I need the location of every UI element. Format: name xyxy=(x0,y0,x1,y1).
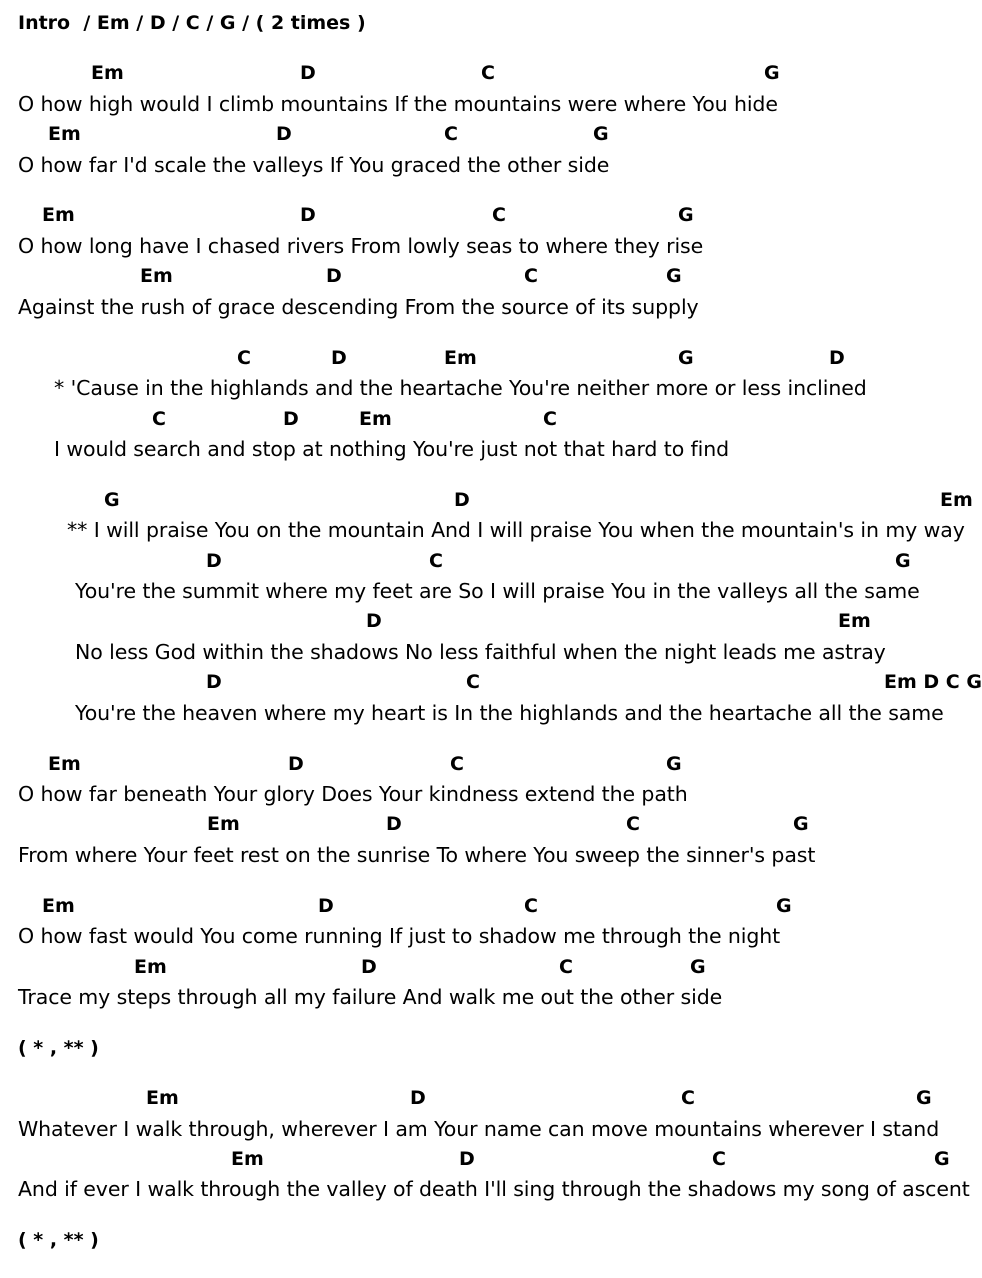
chord: D xyxy=(300,62,316,84)
chord: D xyxy=(410,1087,426,1109)
lyric-line: And if ever I walk through the valley of death I'll sing through the shadows my song of ascent xyxy=(18,1177,970,1201)
chord: C xyxy=(444,123,458,145)
chord: G xyxy=(776,895,792,917)
chord: D xyxy=(366,610,382,632)
chord: G xyxy=(678,204,694,226)
chord: C xyxy=(450,753,464,775)
lyric-line: Whatever I walk through, wherever I am Your name can move mountains wherever I stand xyxy=(18,1117,940,1141)
chord: G xyxy=(793,813,809,835)
lyric-line: ** I will praise You on the mountain And I will praise You when the mountain's in my way xyxy=(67,518,965,542)
chord: D xyxy=(454,489,470,511)
lyric-line: I would search and stop at nothing You're just not that hard to find xyxy=(54,437,730,461)
chord: D xyxy=(318,895,334,917)
chord: D xyxy=(283,408,299,430)
chord: G xyxy=(593,123,609,145)
chord: Em xyxy=(838,610,871,632)
chord: Em xyxy=(231,1148,264,1170)
chord: D xyxy=(361,956,377,978)
chord: Em xyxy=(207,813,240,835)
chord: D xyxy=(331,347,347,369)
chord: C xyxy=(712,1148,726,1170)
chord: Em xyxy=(48,753,81,775)
chord: C xyxy=(237,347,251,369)
intro-line: Intro / Em / D / C / G / ( 2 times ) xyxy=(18,12,366,34)
chord: D xyxy=(300,204,316,226)
chord: D xyxy=(276,123,292,145)
chord: G xyxy=(895,550,911,572)
chord: D xyxy=(326,265,342,287)
chord: C xyxy=(524,265,538,287)
lyric-line: You're the heaven where my heart is In the highlands and the heartache all the same xyxy=(75,701,944,725)
chord: D xyxy=(206,550,222,572)
chord: D xyxy=(829,347,845,369)
chord: Em xyxy=(359,408,392,430)
lyric-line: O how long have I chased rivers From lowly seas to where they rise xyxy=(18,234,704,258)
chord: Em xyxy=(940,489,973,511)
lyric-line: No less God within the shadows No less faithful when the night leads me astray xyxy=(75,640,886,664)
lyric-line: You're the summit where my feet are So I will praise You in the valleys all the same xyxy=(75,579,920,603)
chord: Em xyxy=(48,123,81,145)
chord: D xyxy=(459,1148,475,1170)
chord: C xyxy=(543,408,557,430)
chord: D xyxy=(206,671,222,693)
chord: D xyxy=(288,753,304,775)
chord: Em xyxy=(444,347,477,369)
chord: Em xyxy=(146,1087,179,1109)
lyric-line: O how far I'd scale the valleys If You graced the other side xyxy=(18,153,610,177)
repeat-marker: ( * , ** ) xyxy=(18,1229,99,1251)
repeat-marker: ( * , ** ) xyxy=(18,1037,99,1059)
chord: Em xyxy=(42,204,75,226)
chord: G xyxy=(666,753,682,775)
lyric-line: O how fast would You come running If just to shadow me through the night xyxy=(18,924,781,948)
chord: G xyxy=(934,1148,950,1170)
chord: G xyxy=(678,347,694,369)
chord: C xyxy=(152,408,166,430)
chord: C xyxy=(524,895,538,917)
lyric-line: Against the rush of grace descending From the source of its supply xyxy=(18,295,699,319)
chord: G xyxy=(690,956,706,978)
chord: C xyxy=(481,62,495,84)
chord: G xyxy=(764,62,780,84)
lyric-line: From where Your feet rest on the sunrise To where You sweep the sinner's past xyxy=(18,843,816,867)
chord: D xyxy=(386,813,402,835)
lyric-line: Trace my steps through all my failure And walk me out the other side xyxy=(18,985,723,1009)
chord: C xyxy=(626,813,640,835)
chord: C xyxy=(429,550,443,572)
lyric-line: * 'Cause in the highlands and the heartache You're neither more or less inclined xyxy=(54,376,867,400)
chord: C xyxy=(492,204,506,226)
lyric-line: O how high would I climb mountains If the mountains were where You hide xyxy=(18,92,778,116)
lyric-line: O how far beneath Your glory Does Your kindness extend the path xyxy=(18,782,688,806)
chord: C xyxy=(559,956,573,978)
chord: Em xyxy=(42,895,75,917)
chord: G xyxy=(666,265,682,287)
chord: Em xyxy=(140,265,173,287)
chord: Em D C G xyxy=(884,671,982,693)
chord: C xyxy=(466,671,480,693)
chord: G xyxy=(916,1087,932,1109)
chord: Em xyxy=(134,956,167,978)
chord: C xyxy=(681,1087,695,1109)
chord: G xyxy=(104,489,120,511)
chord: Em xyxy=(91,62,124,84)
